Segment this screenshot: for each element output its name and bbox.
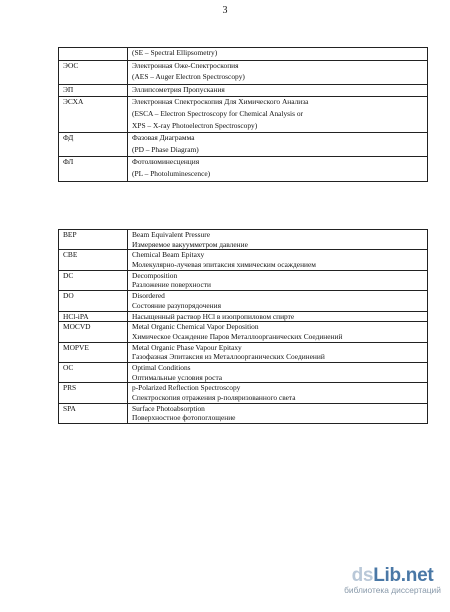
abbreviation-cell: MOPVE — [59, 342, 128, 362]
logo-subtitle: библиотека диссертаций — [344, 585, 441, 595]
definition-line: XPS – X-ray Photoelectron Spectroscopy) — [132, 120, 258, 130]
table-row — [59, 250, 428, 270]
definition-cell — [128, 97, 428, 133]
definition-line: Химическое Осаждение Паров Металлоорганических Соединений — [132, 331, 343, 341]
abbreviation-cell: PRS — [59, 383, 128, 403]
table-row — [59, 133, 428, 157]
definition-line: Состояние разупорядочения — [132, 300, 221, 310]
table-row — [59, 97, 428, 133]
table-row — [59, 270, 428, 290]
table-row — [59, 342, 428, 362]
definition-cell — [128, 403, 428, 423]
definition-cell — [128, 133, 428, 157]
table-row — [59, 403, 428, 423]
table-row — [59, 48, 428, 61]
abbreviation-cell: ЭСХА — [59, 97, 128, 133]
definition-cell — [128, 362, 428, 382]
definition-line: Фотолюминесценция — [132, 157, 200, 167]
definition-line: Surface Photoabsorption — [132, 403, 205, 413]
definition-line: Эллипсометрия Пропускания — [132, 84, 225, 94]
definition-line: Decomposition — [132, 270, 178, 280]
definition-line: Электронная Спектроскопия Для Химического Анализа — [132, 97, 309, 107]
abbreviation-cell: ЭП — [59, 84, 128, 97]
abbreviation-cell: OC — [59, 362, 128, 382]
definition-line: Газофазная Эпитаксия из Металлоорганических Соединений — [132, 352, 325, 362]
table-row — [59, 291, 428, 311]
abbreviation-cell: SPA — [59, 403, 128, 423]
abbreviations-table-1 — [58, 47, 428, 182]
abbreviation-cell: CBE — [59, 250, 128, 270]
definition-line: Metal Organic Chemical Vapor Deposition — [132, 322, 259, 332]
definition-line: Optimal Conditions — [132, 362, 191, 372]
definition-cell — [128, 60, 428, 84]
definition-cell — [128, 383, 428, 403]
definition-line: Beam Equivalent Pressure — [132, 230, 210, 239]
definition-cell — [128, 250, 428, 270]
definition-line: (PL – Photoluminescence) — [132, 168, 211, 178]
definition-line: (PD – Phase Diagram) — [132, 144, 199, 154]
table-row — [59, 311, 428, 322]
definition-line: Спектроскопия отражения p-поляризованного света — [132, 393, 296, 402]
logo-title-part2: Lib.net — [373, 565, 434, 586]
definition-line: Metal Organic Phase Vapour Epitaxy — [132, 342, 242, 352]
logo-title-part1: ds — [351, 565, 374, 586]
definition-line: Поверхностное фотопоглощение — [132, 413, 236, 423]
definition-line: Насыщенный раствор HCl в изопропиловом спирте — [132, 311, 295, 321]
page-number: 3 — [222, 5, 228, 16]
abbreviation-cell: MOCVD — [59, 322, 128, 342]
definition-cell — [128, 48, 428, 61]
abbreviation-cell: ЭОС — [59, 60, 128, 84]
definition-line: (ESCA – Electron Spectroscopy for Chemical Analysis or — [132, 108, 303, 118]
abbreviation-cell: BEP — [59, 230, 128, 250]
definition-line: (SE – Spectral Ellipsometry) — [132, 48, 218, 57]
abbreviation-cell: ФД — [59, 133, 128, 157]
table-row — [59, 84, 428, 97]
abbreviation-cell: ФЛ — [59, 157, 128, 181]
abbreviation-cell: DC — [59, 270, 128, 290]
definition-line: Chemical Beam Epitaxy — [132, 250, 205, 260]
logo-title — [340, 565, 445, 587]
definition-line: Электронная Оже-Спектроскопия — [132, 60, 239, 70]
table-row — [59, 60, 428, 84]
definition-line: Измеряемое вакуумметром давление — [132, 239, 248, 249]
abbreviations-table-2 — [58, 229, 428, 424]
definition-line: Оптимальные условия роста — [132, 372, 223, 382]
definition-cell — [128, 342, 428, 362]
dslib-watermark-logo — [340, 565, 445, 595]
definition-line: Молекулярно-лучевая эпитаксия химическим осаждением — [132, 260, 316, 270]
definition-line: Disordered — [132, 291, 165, 301]
table-row — [59, 383, 428, 403]
abbreviation-cell: DO — [59, 291, 128, 311]
definition-cell — [128, 291, 428, 311]
definition-cell — [128, 84, 428, 97]
definition-line: Разложение поверхности — [132, 280, 211, 290]
table-row — [59, 230, 428, 250]
definition-cell — [128, 311, 428, 322]
table-row — [59, 362, 428, 382]
definition-line: p-Polarized Reflection Spectroscopy — [132, 383, 241, 393]
definition-cell — [128, 270, 428, 290]
table-row — [59, 322, 428, 342]
abbreviation-cell: HCl-iPA — [59, 311, 128, 322]
abbreviation-cell — [59, 48, 128, 61]
definition-line: (AES – Auger Electron Spectroscopy) — [132, 72, 245, 82]
definition-cell — [128, 157, 428, 181]
definition-cell — [128, 322, 428, 342]
definition-cell — [128, 230, 428, 250]
definition-line: Фазовая Диаграмма — [132, 133, 195, 143]
table-row — [59, 157, 428, 181]
